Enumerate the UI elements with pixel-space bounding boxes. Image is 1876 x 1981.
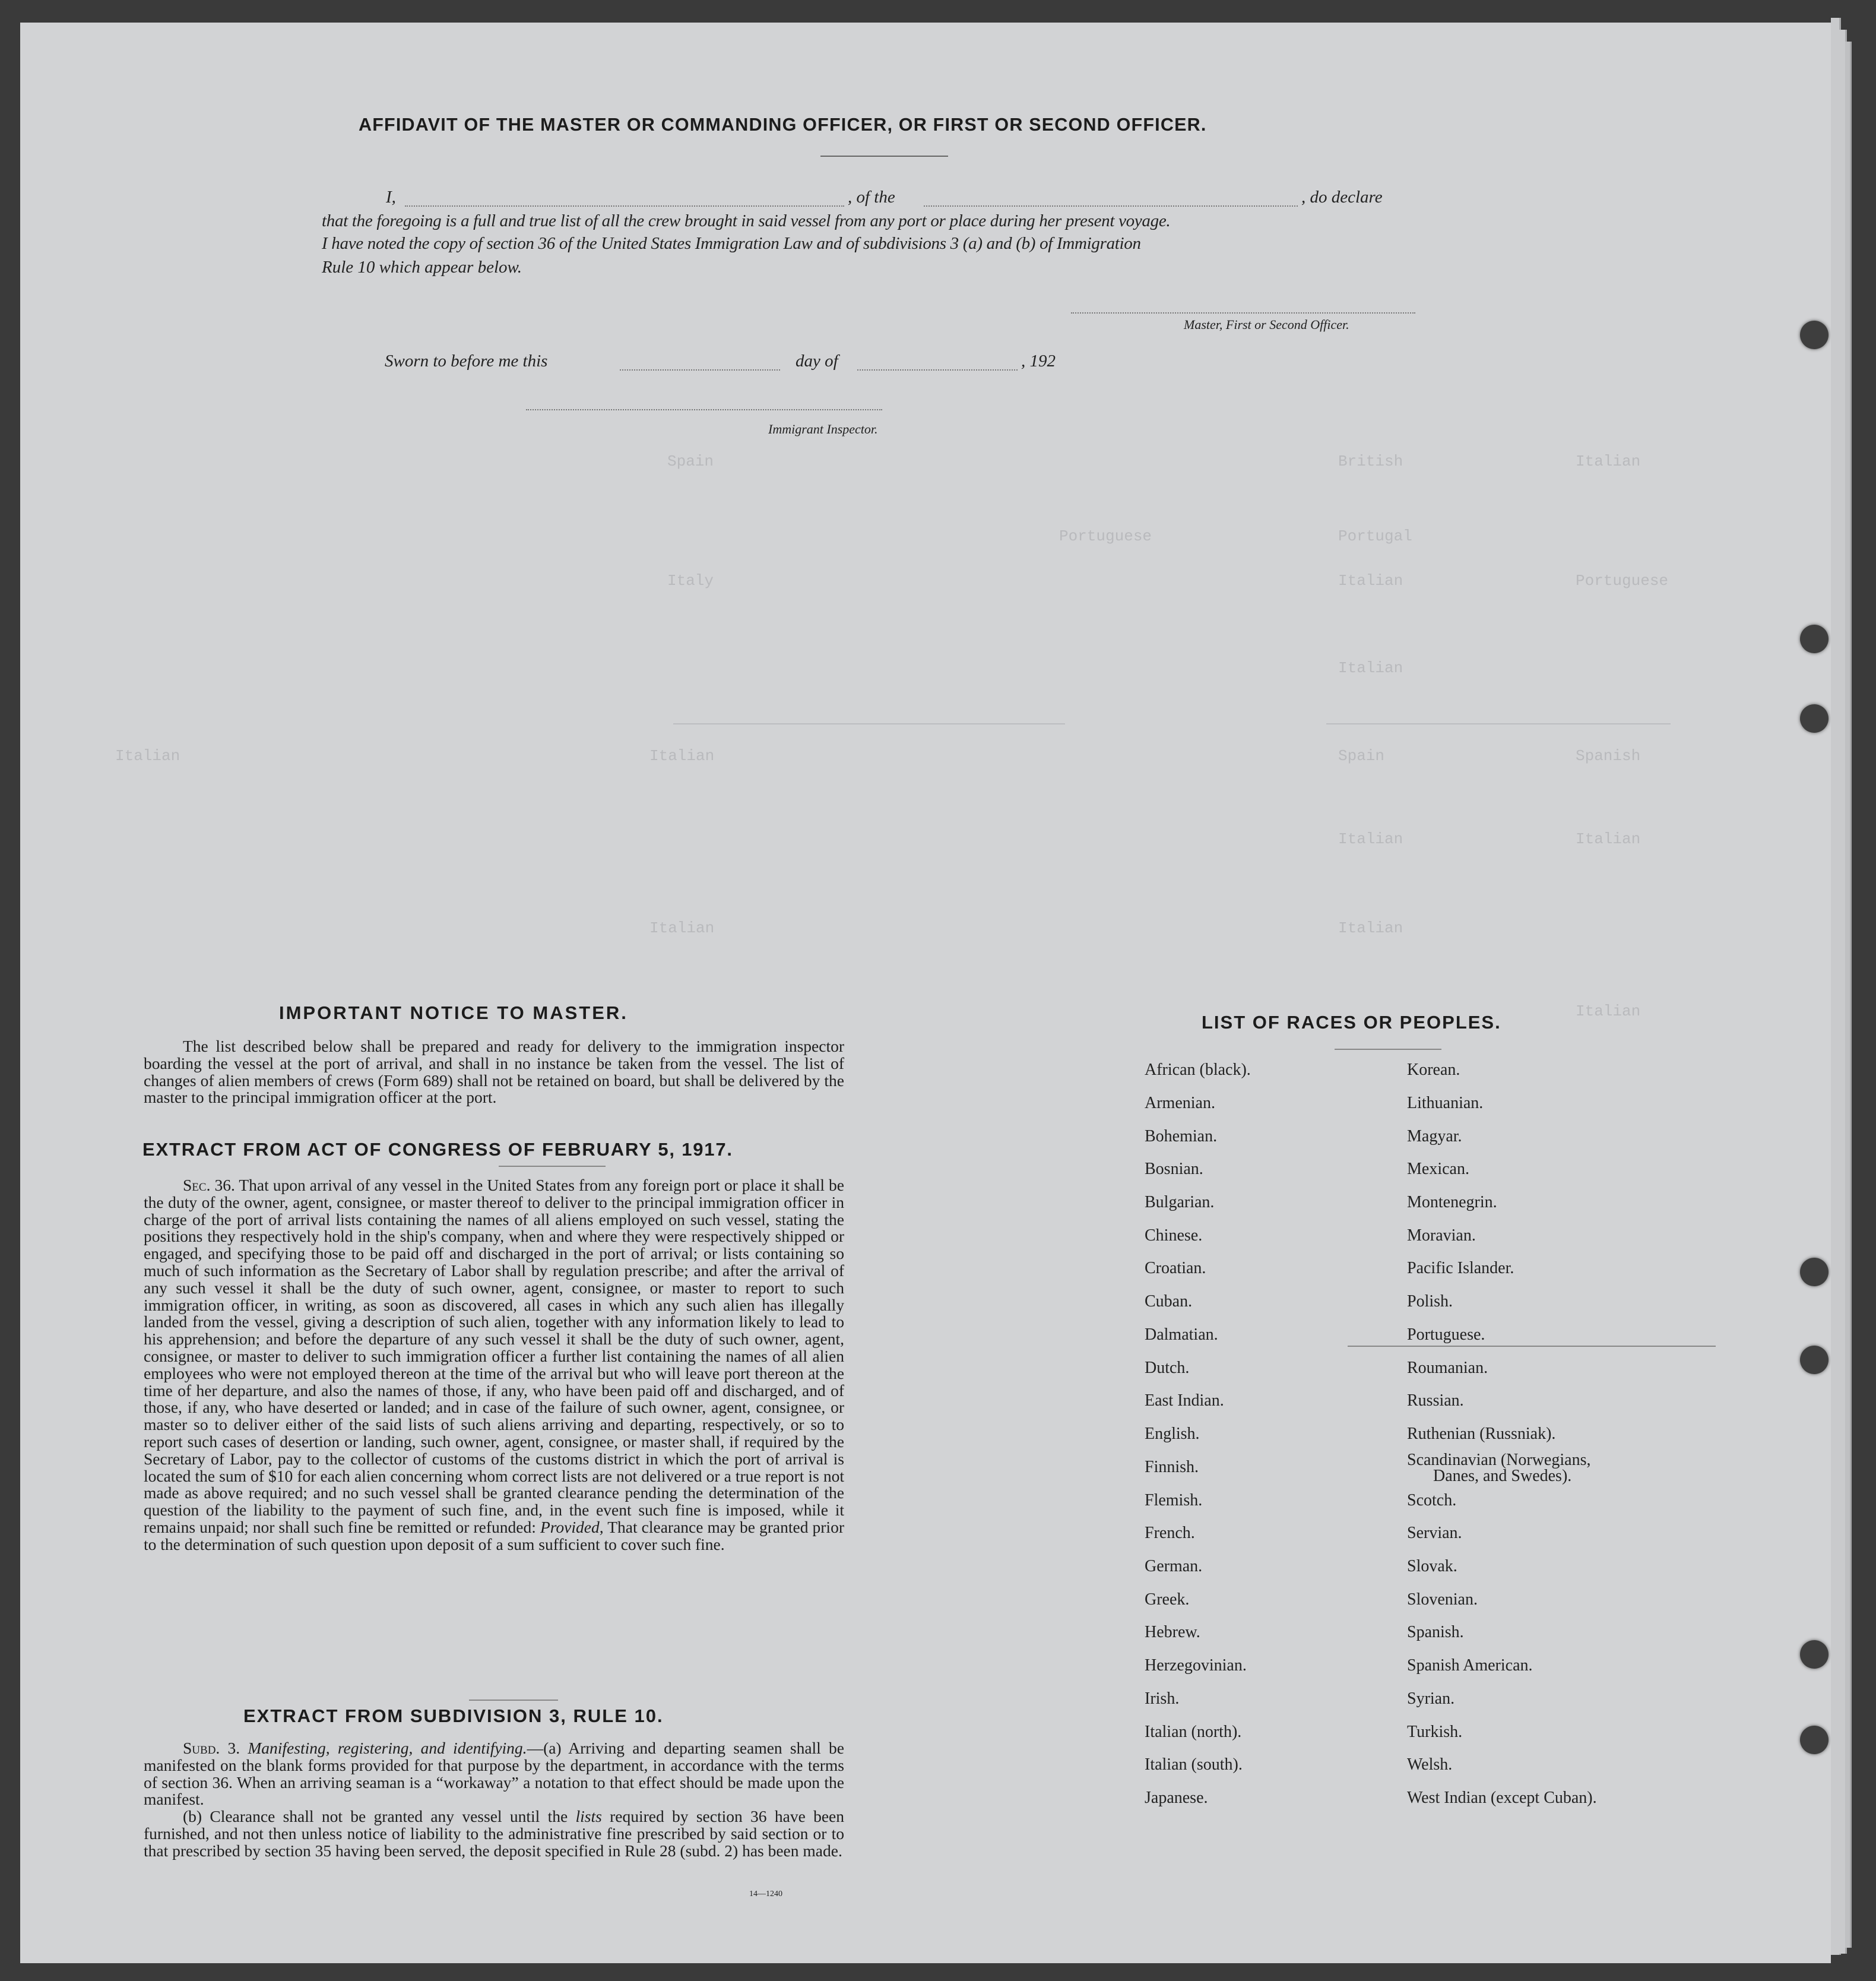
race-right: Syrian. — [1407, 1689, 1455, 1708]
sec-36-end: That clearance may be granted prior to the determination of such question upon deposit of a sum sufficient to cover such fine. — [144, 1517, 844, 1553]
race-right: Korean. — [1407, 1061, 1460, 1079]
race-left: Cuban. — [1145, 1292, 1193, 1311]
race-right: West Indian (except Cuban). — [1407, 1789, 1597, 1807]
race-right: Spanish. — [1407, 1623, 1464, 1641]
day-of-text: day of — [796, 352, 838, 371]
stray-pencil-line — [1348, 1346, 1716, 1347]
blank-inspector-signature[interactable] — [526, 409, 882, 410]
year-text: , 192 — [1021, 352, 1056, 371]
race-left: Bulgarian. — [1145, 1193, 1215, 1211]
subd-label: Subd. 3. — [183, 1739, 240, 1757]
blank-month[interactable] — [857, 369, 1018, 371]
form-number: 14—1240 — [749, 1890, 782, 1898]
affidavit-line-2: that the foregoing is a full and true list of all the crew brought in said vessel from any port or place during her present voyage. — [322, 211, 1171, 230]
race-left: Finnish. — [1145, 1458, 1199, 1476]
race-right: Magyar. — [1407, 1127, 1462, 1145]
race-right: Slovenian. — [1407, 1590, 1478, 1609]
act-title-underline — [499, 1166, 606, 1167]
race-left: French. — [1145, 1524, 1195, 1542]
race-left: Herzegovinian. — [1145, 1656, 1247, 1675]
race-left: Armenian. — [1145, 1094, 1215, 1112]
race-right: Scotch. — [1407, 1491, 1457, 1510]
race-right: Roumanian. — [1407, 1359, 1488, 1377]
race-left: Dutch. — [1145, 1359, 1190, 1377]
affidavit-title: AFFIDAVIT OF THE MASTER OR COMMANDING OFFICER, OR FIRST OR SECOND OFFICER. — [359, 115, 1207, 135]
act-extract-text — [144, 1177, 844, 1553]
subd-a-text: —(a) Arriving and departing seamen shall be manifested on the blank forms provided for that purpose by the department, in accordance with the terms of section 36. When an arriving seaman is a “workaway” a notation to that effect should be made upon the manifest. — [144, 1739, 844, 1809]
section-divider — [469, 1700, 558, 1701]
notice-text — [144, 1038, 844, 1106]
binder-hole — [1800, 1640, 1829, 1669]
race-left: Flemish. — [1145, 1491, 1203, 1510]
binder-hole — [1800, 704, 1829, 733]
race-left: East Indian. — [1145, 1391, 1224, 1410]
race-right: Spanish American. — [1407, 1656, 1533, 1675]
binder-hole — [1800, 1726, 1829, 1754]
race-right: Scandinavian (Norwegians, — [1407, 1451, 1591, 1469]
race-right: Servian. — [1407, 1524, 1462, 1542]
race-right: Russian. — [1407, 1391, 1464, 1410]
affidavit-of-the: , of the — [848, 188, 895, 207]
race-left: Italian (south). — [1145, 1755, 1243, 1774]
notice-paragraph: The list described below shall be prepared and ready for delivery to the immigration inspector boarding the vessel at the port of arrival, and shall in no instance be taken from the vessel. The list of changes of alien members of crews (Form 689) shall not be retained on board, but shall be delivered by the master to the principal immigration officer at the port. — [144, 1037, 844, 1107]
races-title-underline — [1335, 1049, 1441, 1050]
notice-title: IMPORTANT NOTICE TO MASTER. — [279, 1002, 628, 1023]
race-right: Turkish. — [1407, 1723, 1463, 1741]
race-left: English. — [1145, 1425, 1200, 1443]
blank-day[interactable] — [620, 369, 780, 371]
lists-word: lists — [575, 1807, 602, 1826]
binder-hole — [1800, 1346, 1829, 1374]
sheet-edge — [1845, 42, 1852, 1948]
blank-name[interactable] — [405, 205, 844, 207]
sec-label: Sec. 36. — [183, 1176, 235, 1194]
race-right: Slovak. — [1407, 1557, 1457, 1575]
race-left: African (black). — [1145, 1061, 1251, 1079]
race-right: Portuguese. — [1407, 1325, 1485, 1344]
subd-b-end: required by section 36 have been furnished, and not then unless notice of liability to the administrative fine prescribed by said section or to that prescribed by section 35 having been served, the deposit specified in Rule 28 (subd. 2) has been made. — [144, 1807, 844, 1860]
races-title: LIST OF RACES OR PEOPLES. — [1202, 1012, 1501, 1033]
race-right: Mexican. — [1407, 1160, 1469, 1178]
sworn-text: Sworn to before me this — [385, 352, 548, 371]
race-left: Greek. — [1145, 1590, 1190, 1609]
race-left: Dalmatian. — [1145, 1325, 1218, 1344]
blank-vessel[interactable] — [924, 205, 1298, 207]
master-label: Master, First or Second Officer. — [1184, 317, 1349, 332]
race-left: Japanese. — [1145, 1789, 1208, 1807]
rule-extract-title: EXTRACT FROM SUBDIVISION 3, RULE 10. — [243, 1705, 664, 1726]
affidavit-do-declare: , do declare — [1301, 188, 1383, 207]
race-left: Italian (north). — [1145, 1723, 1242, 1741]
race-left: Irish. — [1145, 1689, 1180, 1708]
act-extract-title: EXTRACT FROM ACT OF CONGRESS OF FEBRUARY 5, 1917. — [142, 1139, 733, 1160]
binder-hole — [1800, 1258, 1829, 1286]
sec-36-text: That upon arrival of any vessel in the United States from any foreign port or place it shall be the duty of the owner, agent, consignee, or master thereof to deliver to the principal immigration officer in charge of the port of arrival lists containing the names of all aliens employed on such vessel, stating the positions they respectively hold in the ship's company, when and where they were respectively shipped or engaged, and specifying those to be paid off and discharged in the port of arrival; or lists containing so much of such information as the Secretary of Labor shall by regulation prescribe; and after the arrival of any such vessel it shall be the duty of such owner, agent, consignee, or master to report to such immigration officer, in writing, as soon as discovered, all cases in which any such alien has illegally landed from the vessel, giving a description of such alien, together with any information likely to lead to his apprehension; and before the departure of any such vessel it shall be the duty of such owner, agent, consignee, or master to deliver to such immigration officer a further list containing the names of all alien employees who were not employed thereon at the time of the arrival but who will leave port thereon at the time of her departure, and also the names of those, if any, who have been paid off and discharged, and of those, if any, who have deserted or landed; and in case of the failure of such owner, agent, consignee, or master so to deliver either of the said lists of such aliens arriving and departing, respectively, or so to report such cases of desertion or landing, such owner, agent, consignee, or master shall, if required by the Secretary of Labor, pay to the collector of customs of the customs district in which the port of arrival is located the sum of $10 for each alien concerning whom correct lists are not delivered or a true report is not made as above required; and no such vessel shall be granted clearance pending the determination of the question of the liability to the payment of such fine, and, in the event such fine is imposed, while it remains unpaid; nor shall such fine be remitted or refunded: — [144, 1176, 844, 1536]
race-right: Ruthenian (Russniak). — [1407, 1425, 1556, 1443]
subd-b-start: (b) Clearance shall not be granted any vessel until the — [183, 1807, 568, 1826]
race-right: Polish. — [1407, 1292, 1453, 1311]
race-right: Lithuanian. — [1407, 1094, 1484, 1112]
document-page: Spain Italy Portuguese British Portugal Italian Italian Spain Italian Italian Italian Portuguese Spanish Italian Italian Italian Italian Italian AFFIDAVIT OF THE MASTER OR COMMANDING OFFICER, OR FIRST OR SECOND OFFICER. I, , of the , do declare that the foregoing is a full and true list of all the crew brought in said vessel from any port or place during her present voyage. I have noted the copy of section 36 of the United States Immigration Law and of subdivisions 3 (a) and (b) of Immigration Rule 10 which appear below. Master, First or Second Officer. Sworn to before me this day of , 192 Immigrant Inspector. IMPORTANT NOTICE TO MASTER. The list described below shall be prepared and ready for delivery to the immigration inspector boarding the vessel at the port of arrival, and shall in no instance be taken from the vessel. The list of changes of alien members of crews (Form 689) shall not be retained on board, but shall be delivered by the master to the principal immigration officer at the port. EXTRACT FROM ACT OF CONGRESS OF FEBRUARY 5, 1917. Sec. 36. That upon arrival of any vessel in the United States from any foreign port or place it shall be the duty of the owner, agent, consignee, or master thereof to deliver to the principal immigration officer in charge of the port of arrival lists containing the names of all aliens employed on such vessel, stating the positions they respectively hold in the ship's company, when and where they were respectively shipped or engaged, and specifying those to be paid off and discharged in the port of arrival; or lists containing so much of such information as the Secretary of Labor shall by regulation prescribe; and after the arrival of any such vessel it shall be the duty of such owner, agent, consignee, or master to report to such immigration officer, in writing, as soon as discovered, all cases in which any such alien has illegally landed from the vessel, giving a description of such alien, together with any information likely to lead to his apprehension; and before the departure of any such vessel it shall be the duty of such owner, agent, consignee, or master to deliver to such immigration officer a further list containing the names of all alien employees who were not employed thereon at the time of the arrival but who will leave port thereon at the time of her departure, and also the names of those, if any, who have been paid off and discharged, and of those, if any, who have deserted or landed; and in case of the failure of such owner, agent, consignee, or master so to deliver either of the said lists of such aliens arriving and departing, respectively, or so to report such cases of desertion or landing, such owner, agent, consignee, or master shall, if required by the Secretary of Labor, pay to the collector of customs of the customs district in which the port of arrival is located the sum of $10 for each alien concerning whom correct lists are not delivered or a true report is not made as above required; and no such vessel shall be granted clearance pending the determination of the question of the liability to the payment of such fine, and, in the event such fine is imposed, while it remains unpaid; nor shall such fine be remitted or refunded: Provided, That clearance may be granted prior to the determination of such question upon deposit of a sum sufficient to cover such fine. EXTRACT FROM SUBDIVISION 3, RULE 10. Subd. 3. Manifesting, registering, and identifying.—(a) Arriving and departing seamen shall be manifested on the blank forms provided for that purpose by the department, in accordance with the terms of section 36. When an arriving seaman is a “workaway” a notation to that effect should be made upon the manifest. (b) Clearance shall not be granted any vessel until the lists required by section 36 have been furnished, and not then unless notice of liability to the administrative fine prescribed by said section or to that prescribed by section 35 having been served, the deposit specified in Rule 28 (subd. 2) has been made. 14—1240 LIST OF RACES OR PEOPLES. African (black). Armenian. Bohemian. Bosnian. Bulgarian. Chinese. Croatian. Cuban. Dalmatian. Dutch. East Indian. English. Finnish. Flemish. French. German. Greek. Hebrew. Herzegovinian. Irish. Italian (north). Italian (south). Japanese. Korean. Lithuanian. Magyar. Mexican. Montenegrin. Moravian. Pacific Islander. Polish. Portuguese. Roumanian. Russian. Ruthenian (Russniak). Scandinavian (Norwegians, Danes, and Swedes). Scotch. Servian. Slovak. Slovenian. Spanish. Spanish American. Syrian. Turkish. Welsh. West Indian (except Cuban). — [20, 23, 1831, 1963]
affidavit-line-3: I have noted the copy of section 36 of the United States Immigration Law and of subdivisions 3 (a) and (b) of Immigration — [322, 234, 1141, 253]
rule-extract-text — [144, 1740, 844, 1860]
title-underline — [820, 156, 948, 157]
race-left: Bohemian. — [1145, 1127, 1218, 1145]
race-left: Croatian. — [1145, 1259, 1206, 1277]
race-left: Bosnian. — [1145, 1160, 1203, 1178]
affidavit-line-4: Rule 10 which appear below. — [322, 258, 522, 277]
binder-hole — [1800, 625, 1829, 653]
race-right-continuation: Danes, and Swedes). — [1433, 1467, 1572, 1485]
subd-heading: Manifesting, registering, and identifying. — [248, 1739, 527, 1757]
race-left: Hebrew. — [1145, 1623, 1200, 1641]
affidavit-i: I, — [386, 188, 396, 207]
blank-master-signature[interactable] — [1071, 312, 1415, 314]
binder-hole — [1800, 321, 1829, 349]
race-right: Moravian. — [1407, 1226, 1476, 1245]
race-right: Pacific Islander. — [1407, 1259, 1514, 1277]
inspector-label: Immigrant Inspector. — [768, 422, 878, 436]
race-right: Welsh. — [1407, 1755, 1453, 1774]
race-left: Chinese. — [1145, 1226, 1203, 1245]
race-left: German. — [1145, 1557, 1203, 1575]
provided-word: Provided, — [540, 1517, 604, 1536]
race-right: Montenegrin. — [1407, 1193, 1497, 1211]
